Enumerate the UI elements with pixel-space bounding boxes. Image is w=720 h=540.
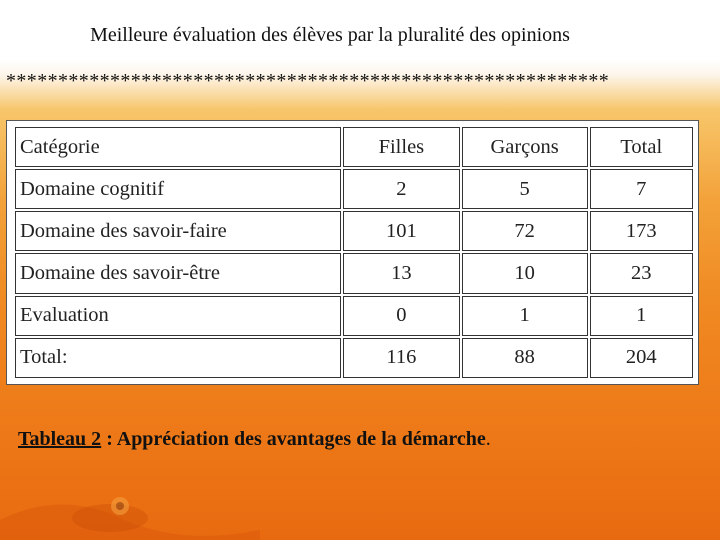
header-categorie: Catégorie xyxy=(15,127,341,167)
row-label: Domaine des savoir-faire xyxy=(15,211,341,251)
cell-garcons: 5 xyxy=(462,169,588,209)
table-total-row xyxy=(15,338,693,378)
cell-garcons: 1 xyxy=(462,296,588,336)
row-label: Evaluation xyxy=(15,296,341,336)
table-row xyxy=(15,253,693,293)
table-caption xyxy=(18,428,491,451)
decorative-frog-graphic xyxy=(0,460,260,540)
data-table xyxy=(13,125,695,380)
caption-text: : Appréciation des avantages de la démarche xyxy=(101,428,486,450)
cell-filles: 2 xyxy=(343,169,460,209)
row-label: Total: xyxy=(15,338,341,378)
cell-filles: 116 xyxy=(343,338,460,378)
cell-filles: 0 xyxy=(343,296,460,336)
cell-total: 173 xyxy=(590,211,693,251)
caption-period: . xyxy=(485,428,491,450)
separator-line: ********************************************************** xyxy=(6,70,610,92)
cell-garcons: 10 xyxy=(462,253,588,293)
caption-label: Tableau 2 xyxy=(18,428,102,450)
cell-total: 7 xyxy=(590,169,693,209)
header-filles: Filles xyxy=(343,127,460,167)
header-total: Total xyxy=(590,127,693,167)
row-label: Domaine des savoir-être xyxy=(15,253,341,293)
cell-filles: 101 xyxy=(343,211,460,251)
table-row xyxy=(15,169,693,209)
row-label: Domaine cognitif xyxy=(15,169,341,209)
cell-total: 204 xyxy=(590,338,693,378)
table-header-row xyxy=(15,127,693,167)
cell-total: 1 xyxy=(590,296,693,336)
table-container xyxy=(6,120,699,385)
cell-garcons: 88 xyxy=(462,338,588,378)
header-garcons: Garçons xyxy=(462,127,588,167)
cell-garcons: 72 xyxy=(462,211,588,251)
table-row xyxy=(15,296,693,336)
table-row xyxy=(15,211,693,251)
cell-total: 23 xyxy=(590,253,693,293)
cell-filles: 13 xyxy=(343,253,460,293)
slide-title: Meilleure évaluation des élèves par la pluralité des opinions xyxy=(90,24,570,46)
